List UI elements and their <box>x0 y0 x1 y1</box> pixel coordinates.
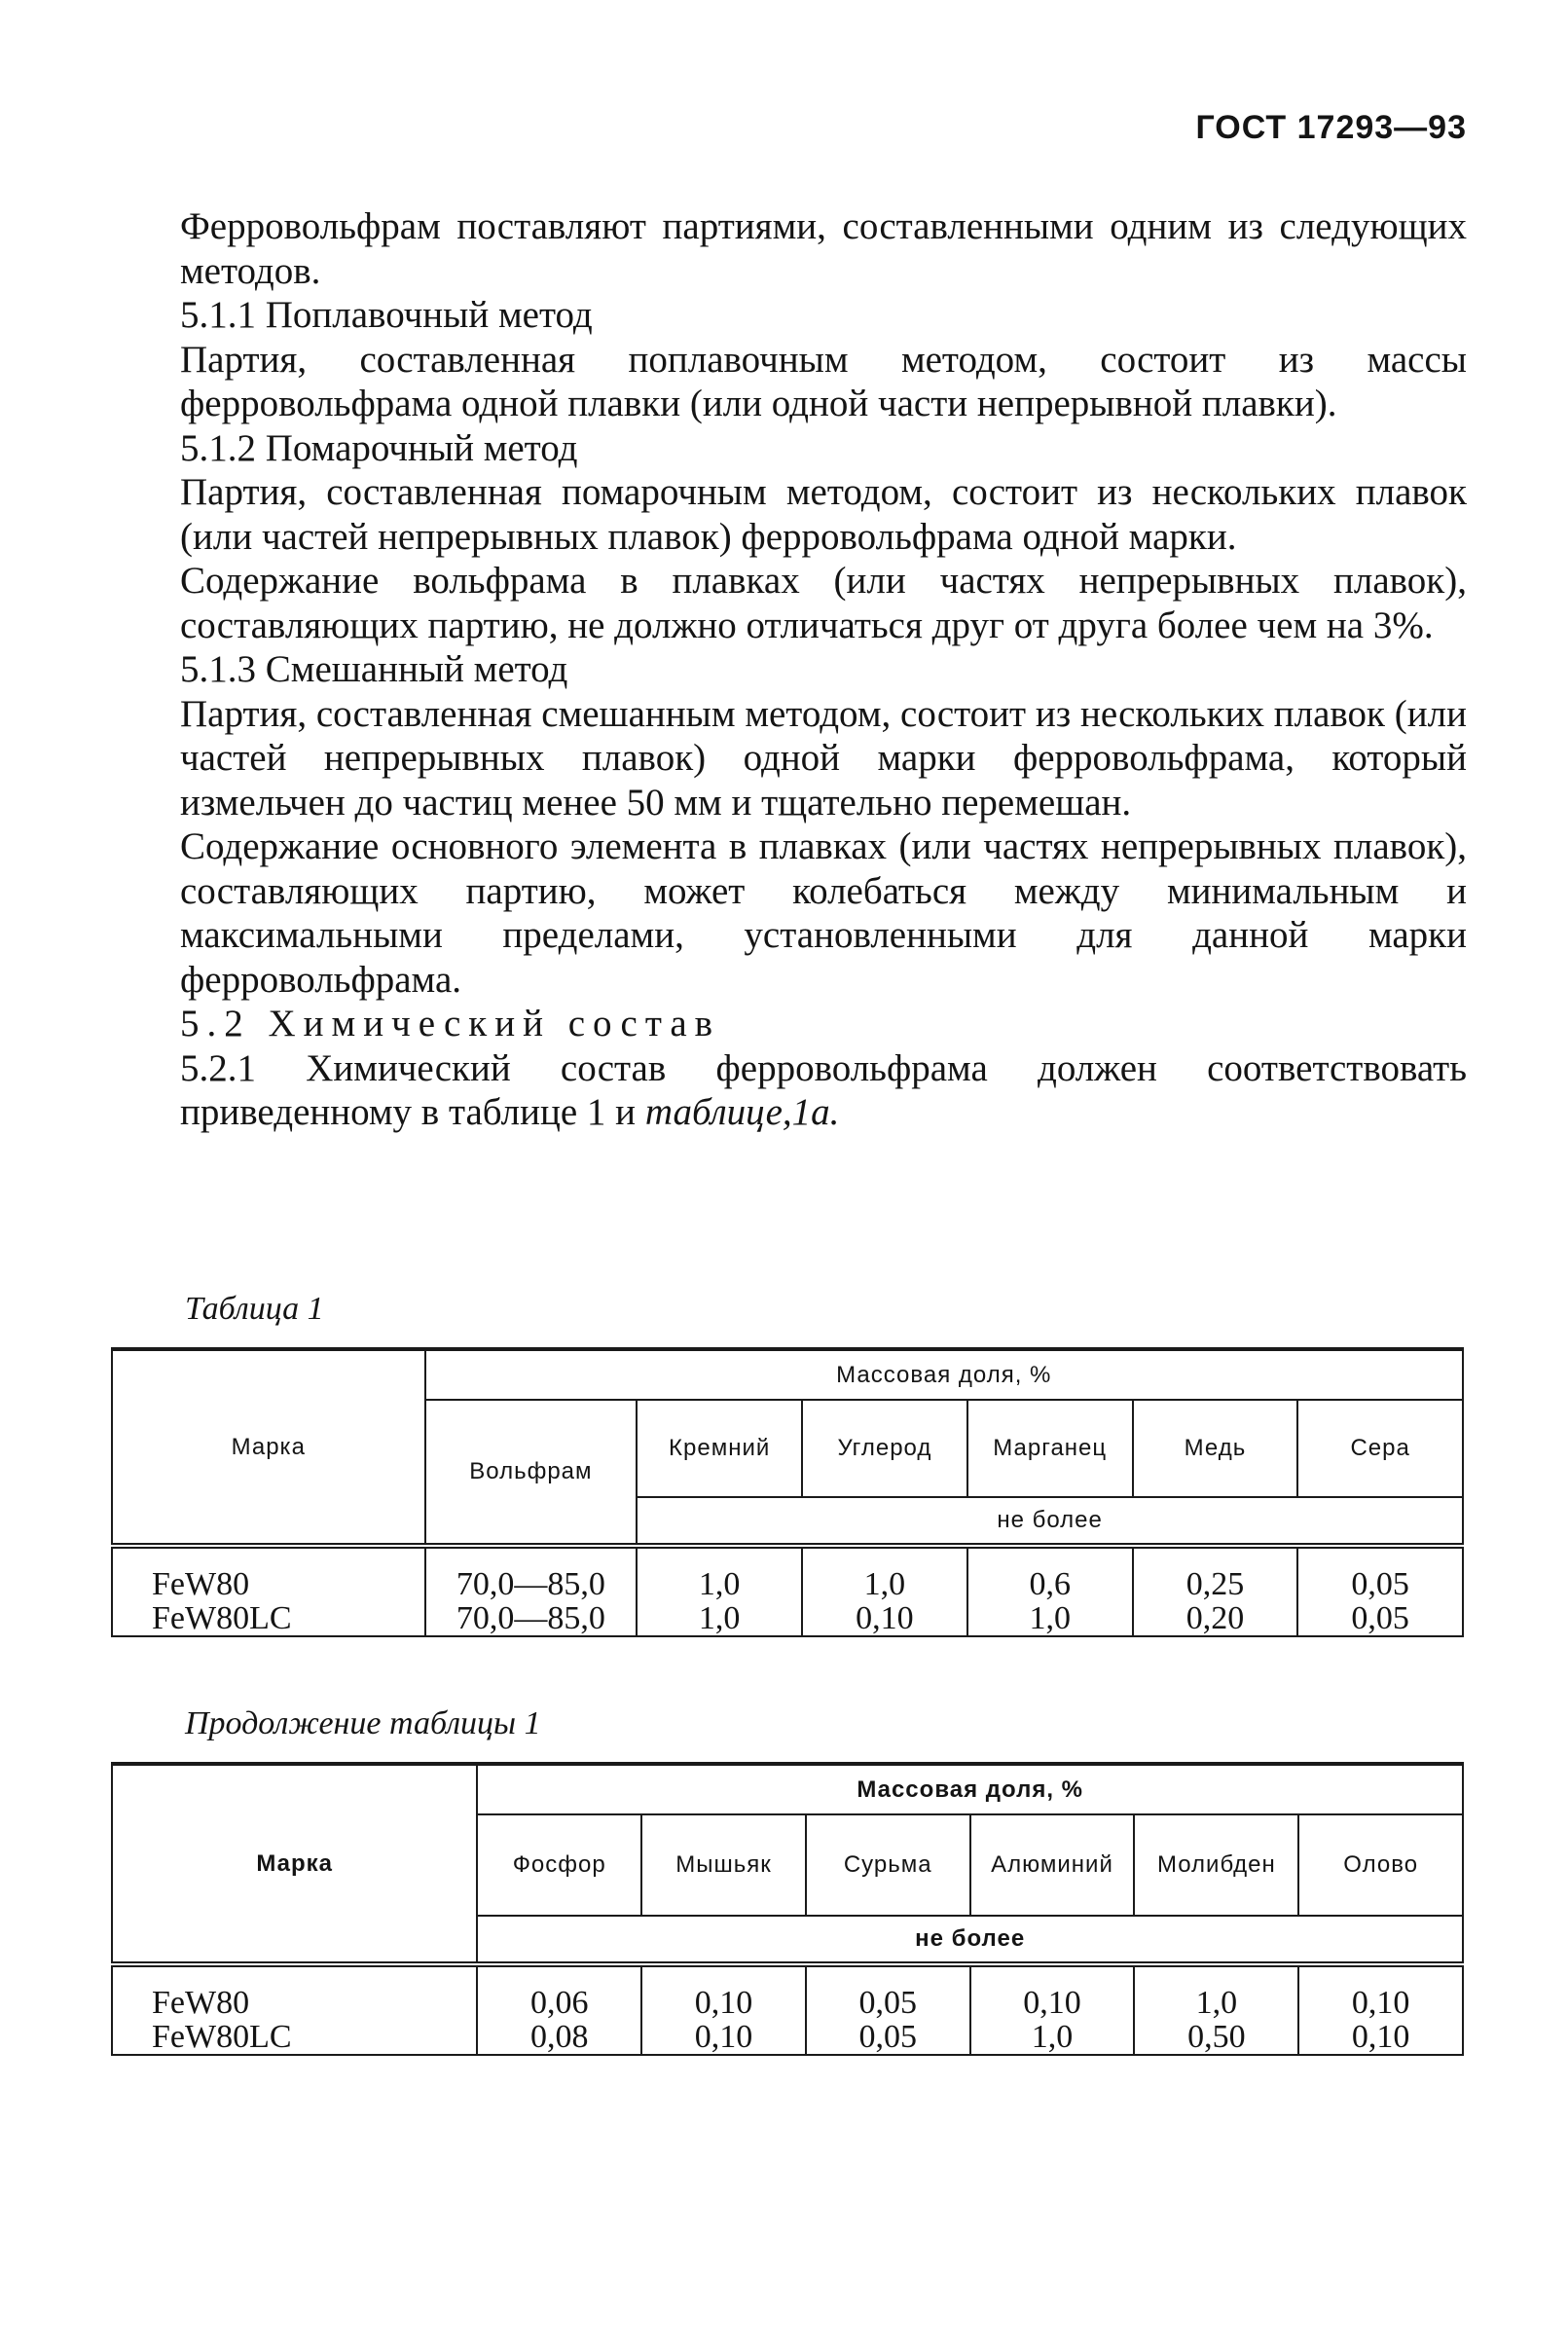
table-1-header-group: Массовая доля, % <box>425 1349 1463 1400</box>
table-2-row-1-val-1: 0,06 <box>477 1964 641 2020</box>
section-5-1-2-text-2: Содержание вольфрама в плавках (или частях непрерывных плавок), составляющих партию, не должно отличаться друг от друга более чем на 3%. <box>180 560 1467 646</box>
table-2-header-col-1: Фосфор <box>477 1814 641 1916</box>
table-1-row-2-val-4: 1,0 <box>967 1601 1133 1636</box>
table-1-header-not-more: не более <box>637 1497 1463 1546</box>
section-5-2-1-italic: таблице,1а. <box>644 1091 840 1133</box>
table-1-continuation-caption: Продолжение таблицы 1 <box>185 1705 541 1741</box>
section-5-1-3-text-2: Содержание основного элемента в плавках (или частях непрерывных плавок), составляющих партию, может колебаться между минимальным и максимальными пределами, установленными для данной марки ферровольфрама. <box>180 825 1467 1001</box>
table-1-row-1-val-2: 1,0 <box>637 1546 802 1601</box>
table-2-row-2-brand: FeW80LC <box>112 2020 477 2055</box>
table-1-header-tungsten: Вольфрам <box>425 1400 638 1546</box>
table-2-row-1-val-2: 0,10 <box>641 1964 806 2020</box>
table-1-header-col-3: Марганец <box>967 1400 1133 1497</box>
table-1-row-1-val-1: 70,0—85,0 <box>425 1546 638 1601</box>
table-1-row-1-val-5: 0,25 <box>1133 1546 1298 1601</box>
section-5-1-1-text: Партия, составленная поплавочным методом, состоит из массы ферровольфрама одной плавки (или одной части непрерывной плавки). <box>180 338 1467 424</box>
table-1-header-col-2: Углерод <box>802 1400 967 1497</box>
table-1-row-1-val-3: 1,0 <box>802 1546 967 1601</box>
table-1-row-2-val-3: 0,10 <box>802 1601 967 1636</box>
table-2-row-1-val-6: 0,10 <box>1298 1964 1463 2020</box>
table-2-header-not-more: не более <box>477 1916 1463 1964</box>
table-1-header-col-5: Сера <box>1297 1400 1463 1497</box>
table-2-row-1-brand: FeW80 <box>112 1964 477 2020</box>
table-row <box>112 1546 1463 1601</box>
table-row <box>112 2020 1463 2055</box>
section-5-1-2-text: Партия, составленная помарочным методом, состоит из нескольких плавок (или частей непрерывных плавок) ферровольфрама одной марки. <box>180 471 1467 558</box>
section-5-2-title: 5.2 Химический состав <box>180 1003 721 1044</box>
table-2-header-group: Массовая доля, % <box>477 1764 1463 1814</box>
table-2-row-2-val-4: 1,0 <box>970 2020 1135 2055</box>
table-1-continuation <box>111 1762 1464 2056</box>
table-2-row-2-val-3: 0,05 <box>806 2020 970 2055</box>
table-2-row-1-val-5: 1,0 <box>1134 1964 1298 2020</box>
table-2-header-col-6: Олово <box>1298 1814 1463 1916</box>
table-row <box>112 1964 1463 2020</box>
document-code-header: ГОСТ 17293—93 <box>1195 109 1467 146</box>
table-row <box>112 1601 1463 1636</box>
table-2-header-col-4: Алюминий <box>970 1814 1135 1916</box>
table-1-row-1-brand: FeW80 <box>112 1546 425 1601</box>
table-1-header-marka: Марка <box>112 1349 425 1546</box>
table-1-row-2-brand: FeW80LC <box>112 1601 425 1636</box>
table-2-row-1-val-3: 0,05 <box>806 1964 970 2020</box>
table-2-row-2-val-1: 0,08 <box>477 2020 641 2055</box>
table-1 <box>111 1347 1464 1637</box>
body-text <box>180 204 1467 1135</box>
table-2-header-col-5: Молибден <box>1134 1814 1298 1916</box>
table-2-header-col-2: Мышьяк <box>641 1814 806 1916</box>
section-5-2-1-regular: 5.2.1 Химический состав ферровольфрама должен соответствовать приведенному в таблице 1 и <box>180 1046 1467 1133</box>
table-2-row-2-val-2: 0,10 <box>641 2020 806 2055</box>
intro-paragraph: Ферровольфрам поставляют партиями, составленными одним из следующих методов. <box>180 205 1467 292</box>
table-2-row-2-val-5: 0,50 <box>1134 2020 1298 2055</box>
section-5-2-1-text <box>180 1046 1467 1135</box>
table-2-header-marka: Марка <box>112 1764 477 1964</box>
table-1-row-2-val-1: 70,0—85,0 <box>425 1601 638 1636</box>
table-1-row-2-val-6: 0,05 <box>1297 1601 1463 1636</box>
table-1-caption: Таблица 1 <box>185 1291 324 1327</box>
table-1-row-1-val-4: 0,6 <box>967 1546 1133 1601</box>
section-5-1-3-text: Партия, составленная смешанным методом, состоит из нескольких плавок (или частей непрерывных плавок) одной марки ферровольфрама, который измельчен до частиц менее 50 мм и тщательно перемешан. <box>180 692 1467 824</box>
table-1-row-2-val-5: 0,20 <box>1133 1601 1298 1636</box>
table-1-row-1-val-6: 0,05 <box>1297 1546 1463 1601</box>
table-2-header-col-3: Сурьма <box>806 1814 970 1916</box>
section-5-1-2-title: 5.1.2 Помарочный метод <box>180 426 578 469</box>
table-1-row-2-val-2: 1,0 <box>637 1601 802 1636</box>
section-5-1-3-title: 5.1.3 Смешанный метод <box>180 648 568 690</box>
section-5-1-1-title: 5.1.1 Поплавочный метод <box>180 294 593 336</box>
table-2-row-2-val-6: 0,10 <box>1298 2020 1463 2055</box>
table-1-header-col-1: Кремний <box>637 1400 802 1497</box>
table-2-row-1-val-4: 0,10 <box>970 1964 1135 2020</box>
table-1-header-col-4: Медь <box>1133 1400 1298 1497</box>
